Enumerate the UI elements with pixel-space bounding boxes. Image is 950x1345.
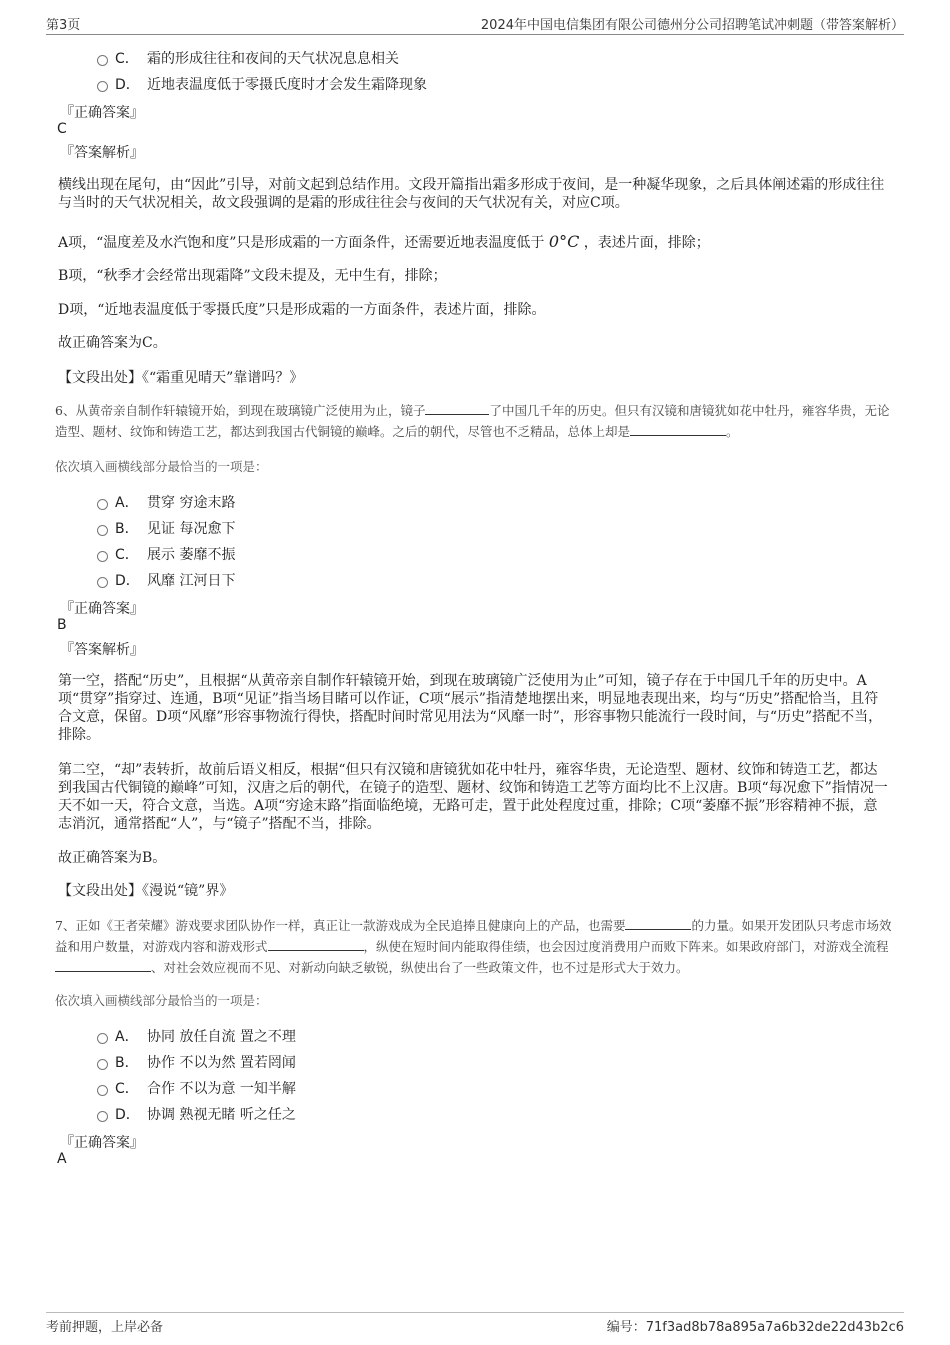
blank-2 — [630, 423, 726, 436]
q5-answer-label: 『正确答案』 — [60, 105, 144, 121]
page-footer — [46, 1312, 904, 1335]
radio-icon[interactable] — [97, 55, 108, 66]
q7-answer: A — [57, 1151, 67, 1167]
radio-icon[interactable] — [97, 1059, 108, 1070]
q6-analysis-blank-1: 第一空，搭配“历史”，且根据“从黄帝亲自制作轩辕镜开始，到现在玻璃镜广泛使用为止”可知，镜子存在于中国几千年的历史中。A项“贯穿”指穿过、连通，B项“见证”指当场目睹可以作证，C项“展示”指清楚地摆出来，明显地表现出来，均与“历史”搭配恰当，且符合文意，保留。D项“风靡”形容事物流行得快，搭配时间时常见用法为“风靡一时”，形容事物只能流行一段时间，与“历史”搭配不当，排除。 — [58, 673, 883, 743]
q5-source: 【文段出处】《“霜重见晴天”靠谱吗？》 — [58, 370, 304, 386]
footer-slogan: 考前押题，上岸必备 — [46, 1320, 164, 1335]
radio-icon[interactable] — [97, 551, 108, 562]
q7-question: 7、正如《王者荣耀》游戏要求团队协作一样，真正让一款游戏成为全民追捧且健康向上的产品，也需要 的力量。如果开发团队只考虑市场效益和用户数量，对游戏内容和游戏形式 ，纵使在短时间内能取得佳绩，也会因过度消费用户而败下阵来。如果政府部门，对游戏全流程、对社会效应视而不见、对新动向缺乏敏锐，纵使出台了一些政策文件，也不过是形式大于效力。 — [55, 918, 892, 975]
radio-icon[interactable] — [97, 499, 108, 510]
radio-icon[interactable] — [97, 525, 108, 536]
math-zero-celsius: 0°C — [548, 232, 580, 251]
q5-conclusion: 故正确答案为C。 — [58, 335, 167, 351]
blank-3 — [55, 959, 151, 972]
radio-icon[interactable] — [97, 577, 108, 588]
blank-2 — [268, 938, 364, 951]
blank-1 — [625, 917, 691, 930]
q5-option-d[interactable]: D． 近地表温度低于零摄氏度时才会发生霜降现象 — [97, 74, 427, 94]
q5-analysis-option-a: A项，“温度差及水汽饱和度”只是形成霜的一方面条件，还需要近地表温度低于 0°C ，表述片面，排除； — [58, 232, 710, 251]
q5-analysis-paragraph: 横线出现在尾句，由“因此”引导，对前文起到总结作用。文段开篇指出霜多形成于夜间，是一种凝华现象，之后具体阐述霜的形成往往与当时的天气状况相关，故文段强调的是霜的形成往往会与夜间的天气状况有关，对应C项。 — [58, 177, 885, 211]
document-title: 2024年中国电信集团有限公司德州分公司招聘笔试冲刺题（带答案解析） — [480, 18, 904, 33]
q7-option-b[interactable]: B． 协作 不以为然 置若罔闻 — [97, 1052, 296, 1072]
radio-icon[interactable] — [97, 1085, 108, 1096]
radio-icon[interactable] — [97, 1111, 108, 1122]
q5-analysis-option-d: D项，“近地表温度低于零摄氏度”只是形成霜的一方面条件，表述片面，排除。 — [58, 302, 546, 318]
q6-option-d[interactable]: D． 风靡 江河日下 — [97, 570, 235, 590]
q6-answer-label: 『正确答案』 — [60, 601, 144, 617]
q6-conclusion: 故正确答案为B。 — [58, 850, 167, 866]
q6-option-c[interactable]: C． 展示 萎靡不振 — [97, 544, 235, 564]
q6-analysis-blank-2: 第二空，“却”表转折，故前后语义相反，根据“但只有汉镜和唐镜犹如花中牡丹，雍容华贵，无论造型、题材、纹饰和铸造工艺，都达到我国古代铜镜的巅峰”可知，汉唐之后的朝代，在镜子的造型、题材、纹饰和铸造工艺等方面均比不上汉唐。B项“每况愈下”指情况一天不如一天，符合文意，当选。A项“穷途末路”指面临绝境，无路可走，置于此处程度过重，排除；C项“萎靡不振”形容精神不振，意志消沉，通常搭配“人”，与“镜子”搭配不当，排除。 — [58, 762, 888, 832]
document-code: 编号：71f3ad8b78a895a7a6b32de22d43b2c6 — [606, 1320, 904, 1335]
q6-prompt: 依次填入画横线部分最恰当的一项是： — [55, 459, 268, 474]
q6-answer: B — [57, 617, 67, 633]
radio-icon[interactable] — [97, 1033, 108, 1044]
q7-prompt: 依次填入画横线部分最恰当的一项是： — [55, 993, 268, 1008]
q7-answer-label: 『正确答案』 — [60, 1135, 144, 1151]
page-header — [46, 14, 904, 35]
q7-option-c[interactable]: C． 合作 不以为意 一知半解 — [97, 1078, 296, 1098]
q6-question: 6、从黄帝亲自制作轩辕镜开始，到现在玻璃镜广泛使用为止，镜子 了中国几千年的历史。但只有汉镜和唐镜犹如花中牡丹，雍容华贵，无论造型、题材、纹饰和铸造工艺，都达到我国古代铜镜的巅峰。之后的朝代，尽管也不乏精品，总体上却是 。 — [55, 403, 890, 439]
q6-source: 【文段出处】《漫说“镜”界》 — [58, 883, 234, 899]
q5-option-c[interactable]: C． 霜的形成往往和夜间的天气状况息息相关 — [97, 48, 399, 68]
q7-option-d[interactable]: D． 协调 熟视无睹 听之任之 — [97, 1104, 296, 1124]
page-number: 第3页 — [46, 18, 81, 33]
q6-option-b[interactable]: B． 见证 每况愈下 — [97, 518, 235, 538]
q5-answer: C — [57, 121, 67, 137]
q7-option-a[interactable]: A． 协同 放任自流 置之不理 — [97, 1026, 296, 1046]
radio-icon[interactable] — [97, 81, 108, 92]
q5-analysis-option-b: B项，“秋季才会经常出现霜降”文段未提及，无中生有，排除； — [58, 268, 447, 284]
q6-option-a[interactable]: A． 贯穿 穷途末路 — [97, 492, 235, 512]
q5-analysis-label: 『答案解析』 — [60, 145, 144, 161]
blank-1 — [425, 402, 489, 415]
q6-analysis-label: 『答案解析』 — [60, 642, 144, 658]
